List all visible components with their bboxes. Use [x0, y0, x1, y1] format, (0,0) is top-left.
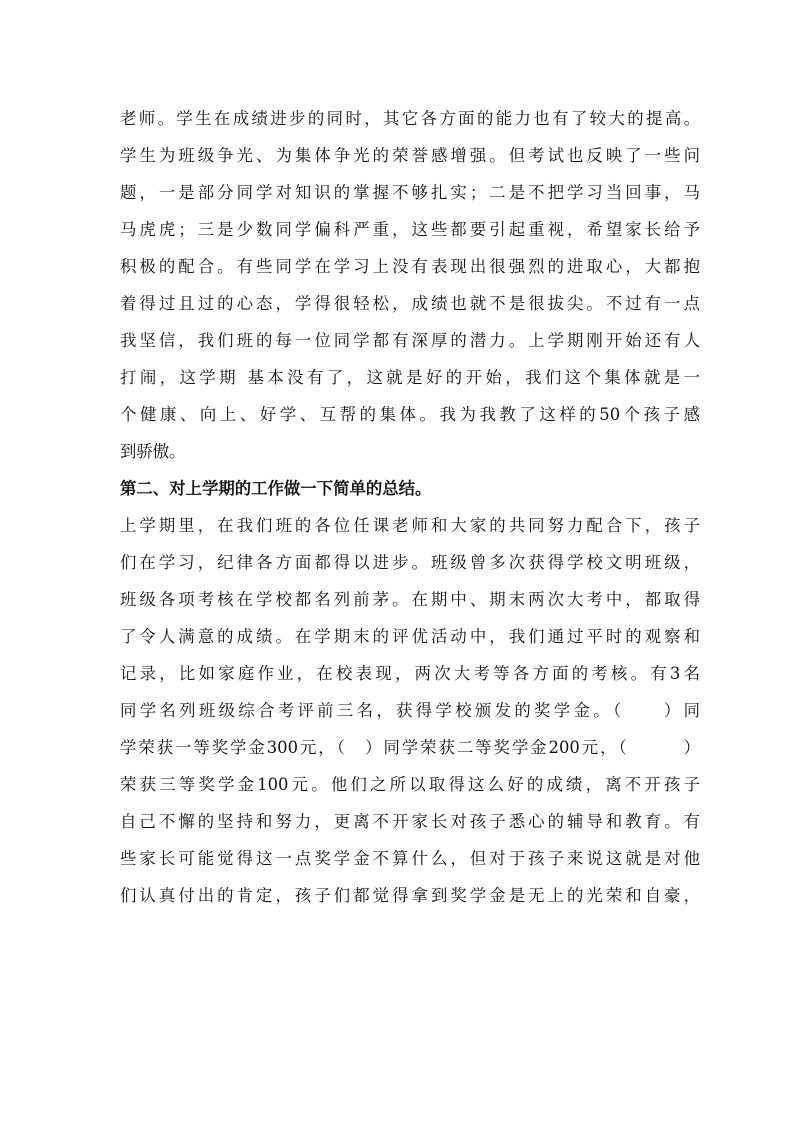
paragraph-line: 们在学习，纪律各方面都得以进步。班级曾多次获得学校文明班级，: [120, 553, 700, 572]
paragraph-line: 班级各项考核在学校都名列前茅。在期中、期末两次大考中，都取得: [120, 590, 700, 609]
paragraph-line: 打闹，这学期 基本没有了，这就是好的开始，我们这个集体就是一: [120, 368, 700, 387]
paragraph-line: 马虎虎；三是少数同学偏科严重，这些都要引起重视，希望家长给予: [120, 220, 700, 239]
paragraph-line: 个健康、向上、好学、互帮的集体。我为我教了这样的50个孩子感: [120, 405, 700, 424]
paragraph-line: 些家长可能觉得这一点奖学金不算什么，但对于孩子来说这就是对他: [120, 849, 700, 868]
paragraph-line: 同学名列班级综合考评前三名，获得学校颁发的奖学金。（ ）同: [120, 701, 700, 720]
paragraph-line: 到骄傲。: [120, 442, 186, 461]
paragraph-line: 积极的配合。有些同学在学习上没有表现出很强烈的进取心，大都抱: [120, 257, 700, 276]
section-heading: 第二、对上学期的工作做一下简单的总结。: [120, 479, 432, 498]
paragraph-line: 们认真付出的肯定，孩子们都觉得拿到奖学金是无上的光荣和自豪，: [120, 886, 700, 905]
paragraph-line: 题，一是部分同学对知识的掌握不够扎实；二是不把学习当回事，马: [120, 183, 700, 202]
paragraph-line: 学生为班级争光、为集体争光的荣誉感增强。但考试也反映了一些问: [120, 146, 700, 165]
paragraph-line: 上学期里，在我们班的各位任课老师和大家的共同努力配合下，孩子: [120, 516, 700, 535]
paragraph-line: 记录，比如家庭作业，在校表现，两次大考等各方面的考核。有3名: [120, 664, 700, 683]
paragraph-line: 学荣获一等奖学金300元，（ ）同学荣获二等奖学金200元，（ ）: [120, 738, 700, 757]
paragraph-line: 着得过且过的心态，学得很轻松，成绩也就不是很拔尖。不过有一点: [120, 294, 700, 313]
paragraph-line: 我坚信，我们班的每一位同学都有深厚的潜力。上学期刚开始还有人: [120, 331, 700, 350]
paragraph-line: 老师。学生在成绩进步的同时，其它各方面的能力也有了较大的提高。: [120, 109, 700, 128]
paragraph-line: 荣获三等奖学金100元。他们之所以取得这么好的成绩，离不开孩子: [120, 775, 700, 794]
paragraph-line: 了令人满意的成绩。在学期末的评优活动中，我们通过平时的观察和: [120, 627, 700, 646]
paragraph-line: 自己不懈的坚持和努力，更离不开家长对孩子悉心的辅导和教育。有: [120, 812, 700, 831]
